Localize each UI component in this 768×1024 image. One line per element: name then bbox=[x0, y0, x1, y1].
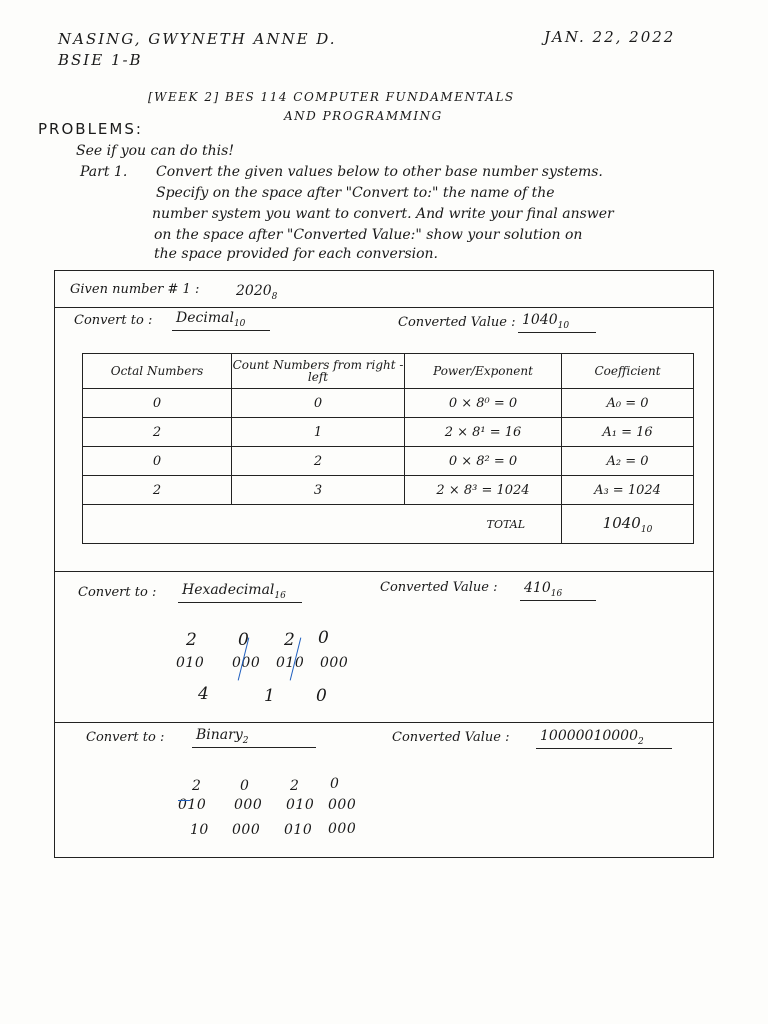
converted-value-decimal: $1040_{10}$ bbox=[518, 312, 596, 333]
octal-digit: 0 bbox=[330, 776, 340, 792]
converted-value-label: Converted Value : bbox=[398, 315, 516, 330]
octal-digit: 0 bbox=[238, 630, 249, 650]
table-header: Coefficient bbox=[562, 354, 694, 389]
trimmed-group: 10 bbox=[190, 822, 209, 838]
table-header: Count Numbers from right - left bbox=[232, 354, 405, 389]
hex-digit: 1 bbox=[264, 686, 275, 706]
table-header: Power/Exponent bbox=[405, 354, 562, 389]
octal-digit: 0 bbox=[240, 778, 250, 794]
trimmed-group: 000 bbox=[232, 822, 261, 838]
leading-zero-mark bbox=[178, 800, 190, 801]
table-cell: 0 bbox=[83, 447, 232, 476]
convert-to-hexadecimal: Hexadecimal$_{16}$ bbox=[178, 582, 302, 603]
part-label: Part 1. bbox=[80, 164, 128, 180]
binary-group: 000 bbox=[234, 797, 263, 813]
converted-value-label: Converted Value : bbox=[392, 730, 510, 745]
given-number-value: $2020_8$ bbox=[236, 283, 278, 302]
table-cell: 1 bbox=[232, 418, 405, 447]
converted-value-label: Converted Value : bbox=[380, 580, 498, 595]
hex-digit: 0 bbox=[316, 686, 327, 706]
table-cell: 0 bbox=[232, 389, 405, 418]
table-cell: A₀ = 0 bbox=[562, 389, 694, 418]
table-header-row bbox=[83, 354, 694, 389]
table-cell: 2 × 8³ = 1024 bbox=[405, 476, 562, 505]
trimmed-group: 010 bbox=[284, 822, 313, 838]
binary-group: 010 bbox=[286, 797, 315, 813]
binary-group: 010 bbox=[276, 655, 305, 671]
table-row bbox=[83, 476, 694, 505]
problems-title: PROBLEMS: bbox=[38, 120, 143, 138]
convert-to-label: Convert to : bbox=[78, 585, 157, 600]
table-cell: 2 bbox=[83, 476, 232, 505]
table-cell: 3 bbox=[232, 476, 405, 505]
student-section: BSIE 1-B bbox=[58, 51, 143, 69]
instruction-line: Specify on the space after "Convert to:" the name of the bbox=[156, 185, 555, 201]
divider bbox=[54, 307, 714, 308]
octal-digit: 2 bbox=[186, 630, 197, 650]
convert-to-binary: Binary$_2$ bbox=[192, 727, 316, 748]
given-number-label: Given number # 1 : bbox=[70, 282, 200, 297]
octal-digit: 2 bbox=[192, 778, 202, 794]
hex-digit: 4 bbox=[198, 684, 209, 704]
course-title-line1: [WEEK 2] BES 114 COMPUTER FUNDAMENTALS bbox=[148, 90, 515, 104]
decimal-conversion-table bbox=[82, 353, 694, 544]
table-row bbox=[83, 389, 694, 418]
trimmed-group: 000 bbox=[328, 821, 357, 837]
convert-to-label: Convert to : bbox=[86, 730, 165, 745]
date: JAN. 22, 2022 bbox=[544, 28, 676, 46]
table-total-row bbox=[83, 505, 694, 544]
converted-value-binary: $10000010000_2$ bbox=[536, 728, 672, 749]
table-cell: A₂ = 0 bbox=[562, 447, 694, 476]
table-cell: 0 × 8⁰ = 0 bbox=[405, 389, 562, 418]
problems-subtitle: See if you can do this! bbox=[76, 143, 234, 159]
instruction-line: on the space after "Converted Value:" show your solution on bbox=[154, 227, 583, 243]
divider bbox=[54, 571, 714, 572]
table-cell: A₁ = 16 bbox=[562, 418, 694, 447]
total-label: TOTAL bbox=[83, 505, 562, 544]
binary-group: 000 bbox=[232, 655, 261, 671]
table-cell: 0 × 8² = 0 bbox=[405, 447, 562, 476]
table-cell: 2 bbox=[232, 447, 405, 476]
binary-group: 010 bbox=[178, 797, 207, 813]
instruction-line: number system you want to convert. And write your final answer bbox=[152, 206, 614, 222]
convert-to-decimal: Decimal$_{10}$ bbox=[172, 310, 270, 331]
converted-value-hexadecimal: $410_{16}$ bbox=[520, 580, 596, 601]
table-row bbox=[83, 418, 694, 447]
convert-to-label: Convert to : bbox=[74, 313, 153, 328]
course-title-line2: AND PROGRAMMING bbox=[284, 109, 443, 123]
table-row bbox=[83, 447, 694, 476]
table-header: Octal Numbers bbox=[83, 354, 232, 389]
binary-group: 010 bbox=[176, 655, 205, 671]
octal-digit: 2 bbox=[290, 778, 300, 794]
binary-group: 000 bbox=[328, 797, 357, 813]
instruction-line: the space provided for each conversion. bbox=[154, 246, 438, 262]
divider bbox=[54, 722, 714, 723]
student-name: NASING, GWYNETH ANNE D. bbox=[58, 30, 337, 48]
table-cell: 0 bbox=[83, 389, 232, 418]
instruction-line: Convert the given values below to other base number systems. bbox=[156, 164, 603, 180]
table-cell: 2 × 8¹ = 16 bbox=[405, 418, 562, 447]
table-cell: 2 bbox=[83, 418, 232, 447]
octal-digit: 0 bbox=[318, 628, 329, 648]
octal-digit: 2 bbox=[284, 630, 295, 650]
total-value: $1040_{10}$ bbox=[562, 505, 694, 544]
binary-group: 000 bbox=[320, 655, 349, 671]
table-cell: A₃ = 1024 bbox=[562, 476, 694, 505]
